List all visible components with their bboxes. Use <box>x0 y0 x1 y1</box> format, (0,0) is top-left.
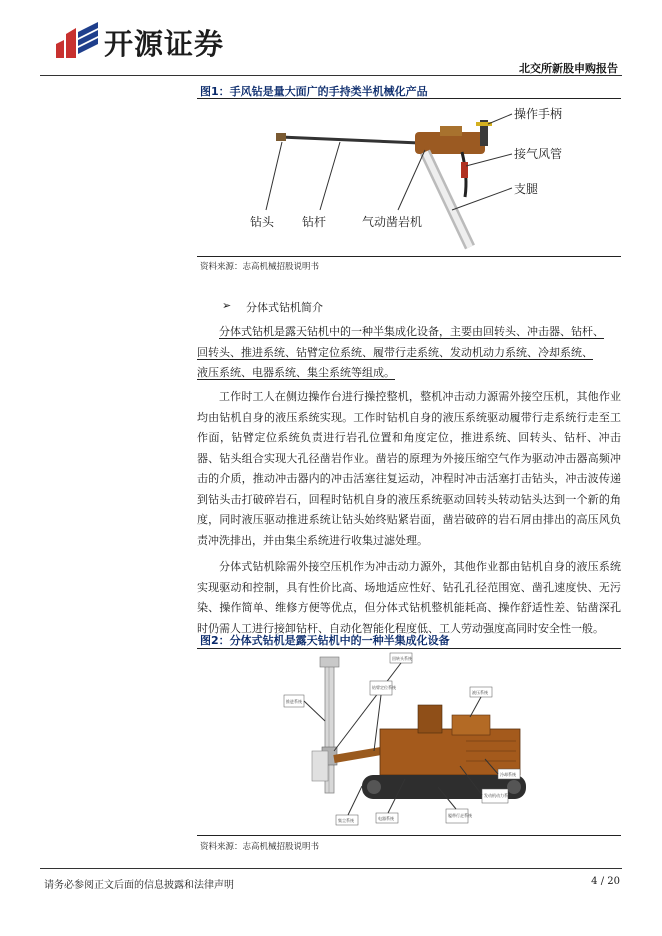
label-handle: 操作手柄 <box>514 107 563 121</box>
footer-divider <box>40 868 622 869</box>
label-air-hose: 接气风管 <box>514 147 563 161</box>
figure1-source: 资料来源：志高机械招股说明书 <box>200 262 320 272</box>
label-pneumatic-drill: 气动凿岩机 <box>362 215 423 229</box>
callout-rotary-head: 回转头系统 <box>392 656 412 661</box>
callout-hydraulic: 液压系统 <box>472 690 488 695</box>
paragraph-1-line-1: 分体式钻机是露天钻机中的一种半集成化设备，主要由回转头、冲击器、钻杆、 <box>219 325 604 338</box>
callout-feed-system: 推进系统 <box>286 699 302 704</box>
paragraph-1-line-2: 回转头、推进系统、钻臂定位系统、履带行走系统、发动机动力系统、冷却系统、 <box>197 345 593 359</box>
figure2-source: 资料来源：志高机械招股说明书 <box>200 842 320 852</box>
paragraph-1 <box>197 322 621 384</box>
company-name: 开源证券 <box>104 27 225 61</box>
paragraph-3: 分体式钻机除需外接空压机作为冲击动力源外，其他作业都由钻机自身的液压系统实现驱动和控制，具有性价比高、场地适应性好、钻孔孔径范围宽、凿孔速度快、无污染、操作简单、维修方便等优点，但分体式钻机整机能耗高、操作舒适性差、钻凿深孔时仍需人工进行接卸钻杆、自动化智能化程度低、工人劳动强度高同时安全性一般。 <box>197 560 621 635</box>
callout-engine: 发动机动力系统 <box>484 793 512 798</box>
company-logo-icon <box>54 20 100 60</box>
label-rod: 钻杆 <box>302 215 327 229</box>
figure1-illustration <box>240 102 580 252</box>
figure2-top-rule <box>197 648 621 649</box>
machine-body <box>380 729 520 775</box>
label-leg: 支腿 <box>514 182 539 196</box>
figure1-top-rule <box>197 98 621 99</box>
figure1-title: 图1：手风钻是量大面广的手持类半机械化产品 <box>200 85 428 98</box>
bullet-arrow-icon: ➢ <box>222 299 232 312</box>
figure2-illustration <box>270 651 550 833</box>
callout-boom-position: 钻臂定位系统 <box>372 685 396 690</box>
figure2-title: 图2：分体式钻机是露天钻机中的一种半集成化设备 <box>200 634 450 647</box>
report-type: 北交所新股申购报告 <box>519 62 618 75</box>
paragraph-1-line-3: 液压系统、电器系统、集尘系统等组成。 <box>197 366 395 379</box>
callout-electrical: 电器系统 <box>378 816 394 821</box>
callout-cooling: 冷却系统 <box>500 772 516 777</box>
drill-rod <box>280 137 420 143</box>
section-heading: 分体式钻机简介 <box>246 301 323 314</box>
footer-disclaimer: 请务必参阅正文后面的信息披露和法律声明 <box>44 880 234 891</box>
header-divider <box>40 75 622 76</box>
figure2-bottom-rule <box>197 835 621 836</box>
page-number: 4 / 20 <box>591 876 620 887</box>
drill-bit <box>276 133 286 141</box>
callout-crawler: 履带行走系统 <box>448 813 472 818</box>
label-bit: 钻头 <box>250 215 275 229</box>
paragraph-2: 工作时工人在侧边操作台进行操控整机，整机冲击动力源需外接空压机，其他作业均由钻机自身的液压系统实现。工作时钻机自身的液压系统驱动履带行走系统行走至工作面，钻臂定位系统负责进行岩孔位置和角度定位，推进系统、回转头、钻杆、冲击器、钻头组合实现大孔径凿岩作业。凿岩的原理为外接压缩空气作为驱动冲击器高频冲击的介质，推动冲击器内的冲击活塞往复运动，冲程时冲击活塞打击钻头，冲击波传递到钻头击打破碎岩石，回程时钻机自身的液压系统驱动回转头转动钻头达到一个新的角度，同时液压驱动推进系统让钻头始终贴紧岩面，凿岩破碎的岩石屑由排出的高压风负责冲洗排出，并由集尘系统进行收集过滤处理。 <box>197 390 621 547</box>
figure1-bottom-rule <box>197 256 621 257</box>
callout-dust: 集尘系统 <box>338 818 354 823</box>
